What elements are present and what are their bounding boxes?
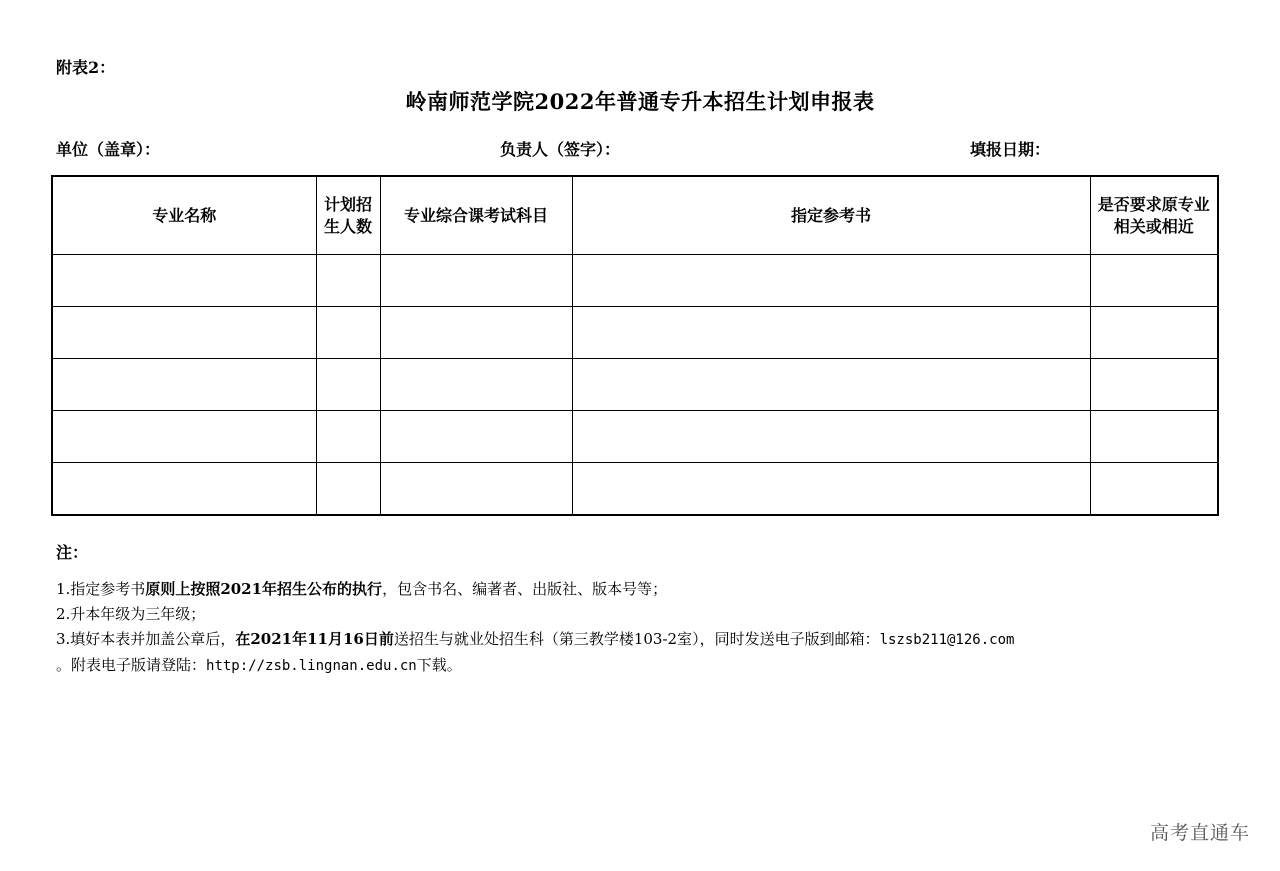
note-3-prefix: 3.填好本表并加盖公章后， — [56, 630, 236, 648]
cell-related-major[interactable] — [1090, 411, 1218, 463]
cell-related-major[interactable] — [1090, 307, 1218, 359]
header-major-name: 专业名称 — [52, 176, 316, 255]
note-1 — [56, 577, 1014, 602]
cell-major-name[interactable] — [52, 255, 316, 307]
header-planned-enrollment-text: 计划招生人数 — [323, 194, 372, 236]
page-title: 岭南师范学院2022年普通专升本招生计划申报表 — [405, 89, 875, 114]
cell-reference-book[interactable] — [572, 359, 1090, 411]
cell-reference-book[interactable] — [572, 255, 1090, 307]
note-1-suffix: ，包含书名、编著者、出版社、版本号等； — [382, 580, 668, 598]
header-reference-book: 指定参考书 — [572, 176, 1090, 255]
watermark: 高考直通车 — [1149, 822, 1250, 844]
cell-related-major[interactable] — [1090, 359, 1218, 411]
cell-reference-book[interactable] — [572, 411, 1090, 463]
responsible-person-signature-field: 负责人（签字）： — [500, 140, 621, 159]
cell-exam-subject[interactable] — [380, 255, 572, 307]
header-related-major-required — [1090, 176, 1218, 255]
note-3-deadline: 在2021年11月16日前 — [235, 630, 394, 648]
cell-related-major[interactable] — [1090, 463, 1218, 516]
enrollment-plan-table — [51, 175, 1219, 516]
header-exam-subject: 专业综合课考试科目 — [380, 176, 572, 255]
note-3-continued — [56, 653, 1014, 679]
note-1-prefix: 1.指定参考书 — [56, 580, 146, 598]
attachment-label: 附表2： — [56, 58, 116, 77]
note-1-emphasis: 原则上按照2021年招生公布的执行 — [145, 580, 383, 598]
cell-exam-subject[interactable] — [380, 463, 572, 516]
download-url-link[interactable]: http://zsb.lingnan.edu.cn — [206, 658, 417, 674]
note-4-prefix: 。附表电子版请登陆： — [56, 656, 207, 674]
cell-reference-book[interactable] — [572, 463, 1090, 516]
table-row — [52, 307, 1218, 359]
note-3 — [56, 627, 1014, 653]
cell-exam-subject[interactable] — [380, 307, 572, 359]
cell-major-name[interactable] — [52, 411, 316, 463]
unit-stamp-field: 单位（盖章）： — [56, 140, 161, 159]
table-row — [52, 411, 1218, 463]
table-row — [52, 359, 1218, 411]
cell-exam-subject[interactable] — [380, 359, 572, 411]
cell-related-major[interactable] — [1090, 255, 1218, 307]
cell-planned-enrollment[interactable] — [316, 463, 380, 516]
notes-section — [56, 540, 1014, 679]
note-2: 2.升本年级为三年级； — [56, 605, 206, 623]
notes-heading: 注： — [56, 543, 89, 562]
cell-major-name[interactable] — [52, 359, 316, 411]
cell-planned-enrollment[interactable] — [316, 255, 380, 307]
table-header-row — [52, 176, 1218, 255]
cell-planned-enrollment[interactable] — [316, 359, 380, 411]
note-3-email[interactable]: lszsb211@126.com — [879, 632, 1015, 648]
table-row — [52, 463, 1218, 516]
note-4-suffix: 下载。 — [416, 656, 462, 674]
cell-planned-enrollment[interactable] — [316, 411, 380, 463]
cell-major-name[interactable] — [52, 307, 316, 359]
header-planned-enrollment — [316, 176, 380, 255]
fill-date-field: 填报日期： — [970, 140, 1051, 159]
cell-planned-enrollment[interactable] — [316, 307, 380, 359]
header-related-major-required-text: 是否要求原专业相关或相近 — [1097, 194, 1210, 236]
cell-major-name[interactable] — [52, 463, 316, 516]
cell-reference-book[interactable] — [572, 307, 1090, 359]
cell-exam-subject[interactable] — [380, 411, 572, 463]
note-3-body: 送招生与就业处招生科（第三教学楼103-2室），同时发送电子版到邮箱： — [393, 630, 880, 648]
table-row — [52, 255, 1218, 307]
